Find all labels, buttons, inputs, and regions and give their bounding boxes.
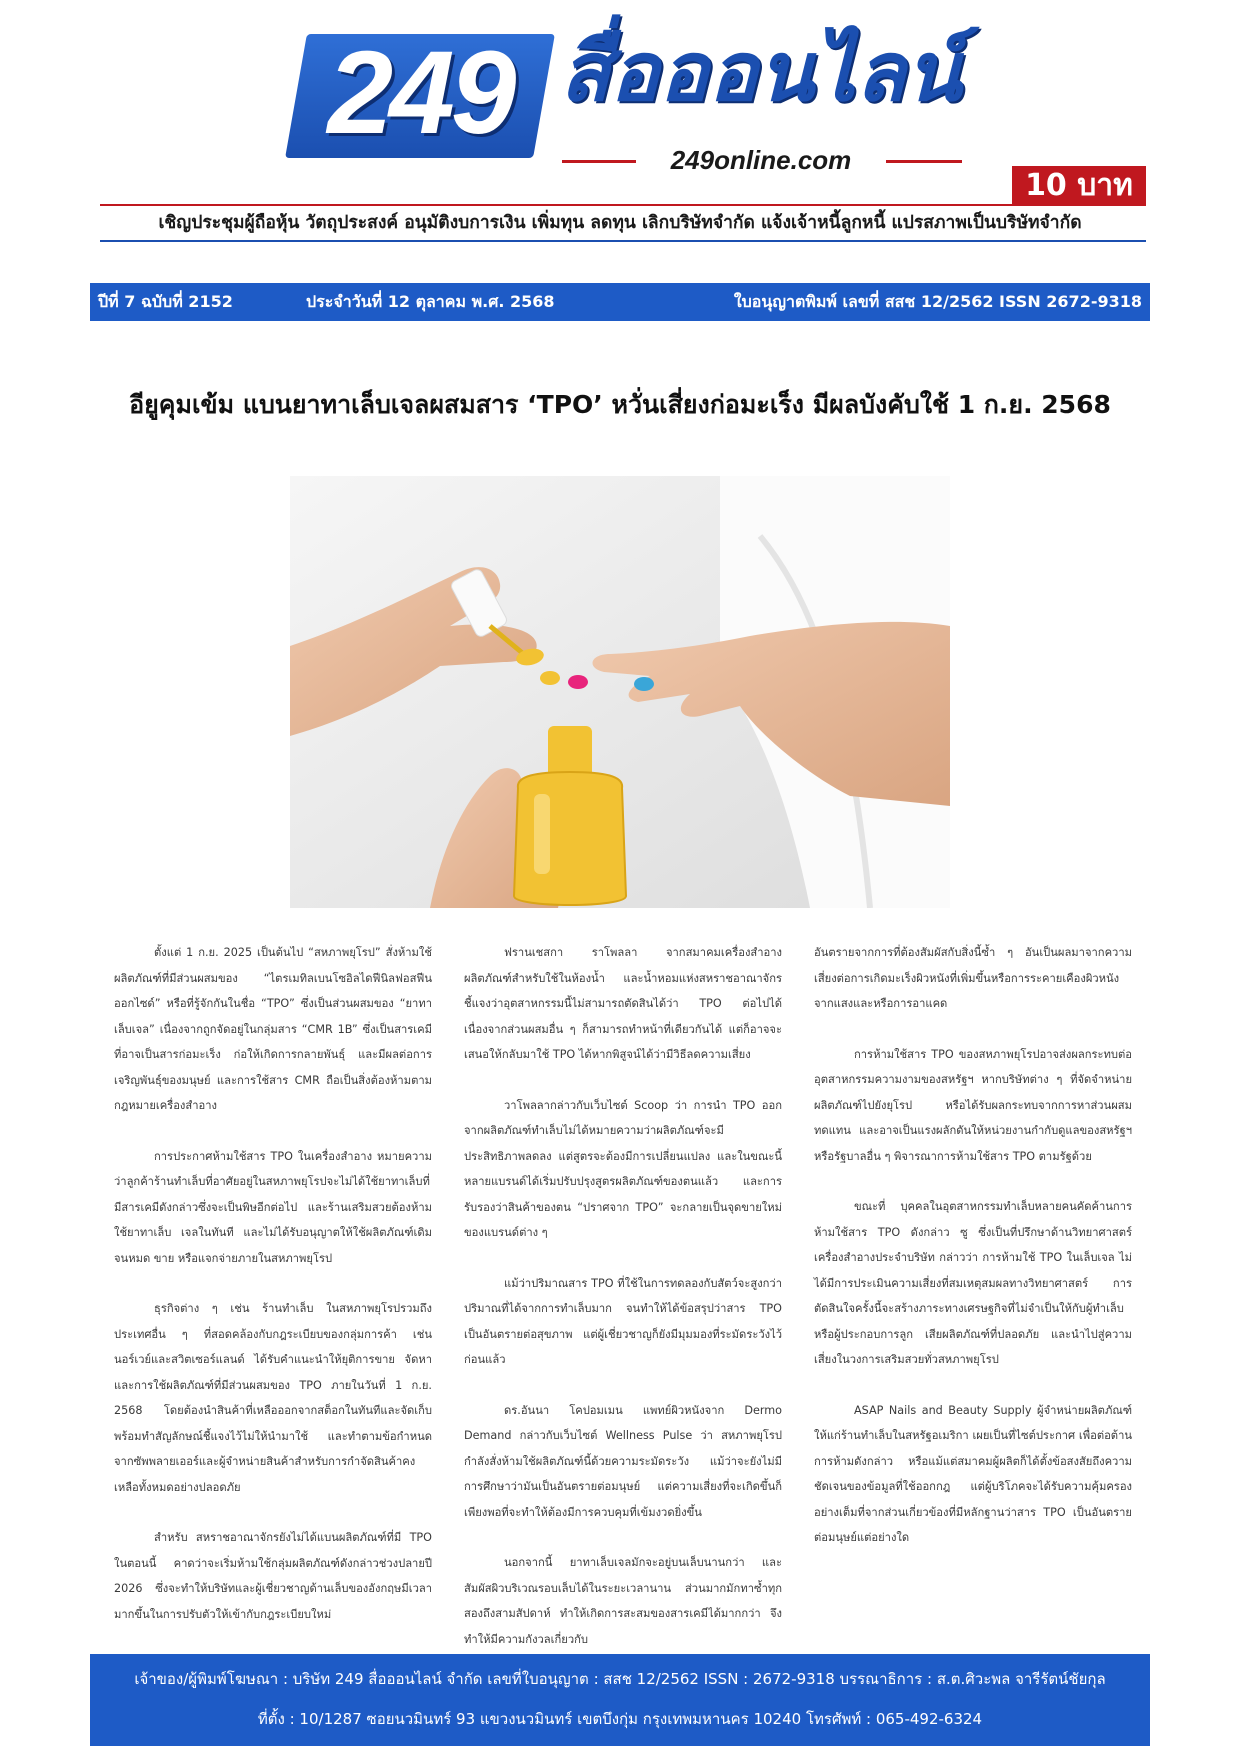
paragraph: การประกาศห้ามใช้สาร TPO ในเครื่องสำอาง หมายความว่าลูกค้าร้านทำเล็บที่อาศัยอยู่ในสหภาพยุโรปจะไม่ได้ใช้ยาทาเล็บที่มีสารเคมีดังกล่าวซึ่งจะเป็นพิษอีกต่อไป และร้านเสริมสวยต้องห้ามใช้ยาทาเล็บ เจลในทันที และไม่ได้รับอนุญาตให้ใช้ผลิตภัณฑ์เดิมจนหมด ขาย หรือแจกจ่ายภายในสหภาพยุโรป (114, 1149, 432, 1265)
website-url[interactable]: 249online.com (636, 140, 886, 180)
paragraph: อันตรายจากการที่ต้องสัมผัสกับสิ่งนี้ซ้ำ ๆ อันเป็นผลมาจากความเสี่ยงต่อการเกิดมะเร็งผิวหนังที่เพิ่มขึ้นหรือการระคายเคืองผิวหนังจากแสงและหรือการอาแคด (814, 946, 1132, 1010)
yellow-nail (540, 671, 560, 685)
paragraph: การห้ามใช้สาร TPO ของสหภาพยุโรปอาจส่งผลกระทบต่ออุตสาหกรรมความงามของสหรัฐฯ หากบริษัทต่าง ๆ ที่จัดจำหน่ายผลิตภัณฑ์ไปยังยุโรป หรือได้รับผลกระทบจากการหาส่วนผสมทดแทน และอาจเป็นแรงผลักดันให้หน่วยงานกำกับดูแลของสหรัฐฯ หรือรัฐบาลอื่น ๆ พิจารณาการห้ามใช้สาร TPO ตามรัฐด้วย (814, 1047, 1132, 1163)
blue-nail (634, 677, 654, 691)
red-divider (100, 204, 1146, 206)
article-column-3 (814, 940, 1132, 1576)
pink-nail (568, 675, 588, 689)
issue-date: ประจำวันที่ 12 ตุลาคม พ.ศ. 2568 (306, 292, 555, 311)
paragraph: ขณะที่ บุคคลในอุตสาหกรรมทำเล็บหลายคนคัดค้านการห้ามใช้สาร TPO ดังกล่าว ซู ซึ่งเป็นที่ปรึกษาด้านวิทยาศาสตร์เครื่องสำอางประจำบริษัท กล่าวว่า การห้ามใช้ TPO ในเล็บเจล ไม่ได้มีการประเมินความเสี่ยงที่สมเหตุสมผลทางวิทยาศาสตร์ การตัดสินใจครั้งนี้จะสร้างภาระทางเศรษฐกิจที่ไม่จำเป็นให้กับผู้ทำเล็บ หรือผู้ประกอบการลูก เสียผลิตภัณฑ์ที่ปลอดภัย และนำไปสู่ความเสี่ยงในวงการเสริมสวยทั่วสหภาพยุโรป (814, 1200, 1132, 1366)
article-headline: อียูคุมเข้ม แบนยาทาเล็บเจลผสมสาร ‘TPO’ หวั่นเสี่ยงก่อมะเร็ง มีผลบังคับใช้ 1 ก.ย. 2568 (129, 390, 1111, 419)
publisher-address: ที่ตั้ง : 10/1287 ซอยนวมินทร์ 93 แขวงนวมินทร์ เขตบึงกุ่ม กรุงเทพมหานคร 10240 โทรศัพท์ : 065-492-6324 (257, 1710, 983, 1728)
logo-number: 249 (327, 27, 513, 159)
polish-bottle (514, 772, 626, 905)
publisher-info: เจ้าของ/ผู้พิมพ์โฆษณา : บริษัท 249 สื่อออนไลน์ จำกัด เลขที่ใบอนุญาต : สสช 12/2562 ISSN : 2672-9318 บรรณาธิการ : ส.ต.ศิวะพล จารีรัตน์ชัยกุล (134, 1670, 1106, 1688)
paragraph: ธุรกิจต่าง ๆ เช่น ร้านทำเล็บ ในสหภาพยุโรปรวมถึงประเทศอื่น ๆ ที่สอดคล้องกับกฎระเบียบของกลุ่มการค้า เช่น นอร์เวย์และสวิตเซอร์แลนด์ ได้รับคำแนะนำให้ยุติการขาย จัดหา และการใช้ผลิตภัณฑ์ที่มีส่วนผสมของ TPO ภายในวันที่ 1 ก.ย. 2568 โดยต้องนำสินค้าที่เหลือออกจากสต็อกในทันทีและจัดเก็บพร้อมทำสัญลักษณ์ชี้แจงไว้ไม่ให้นำมาใช้ และทำตามข้อกำหนดจากซัพพลายเออร์และผู้จำหน่ายสินค้าสำหรับการกำจัดสินค้าคงเหลือทั้งหมดอย่างปลอดภัย (114, 1302, 432, 1494)
nail-polish-illustration (290, 476, 950, 908)
logo-thai-wordmark: สื่อออนไลน์ (560, 25, 962, 120)
article-column-2 (464, 940, 782, 1677)
paragraph: นอกจากนี้ ยาทาเล็บเจลมักจะอยู่บนเล็บนานกว่า และสัมผัสผิวบริเวณรอบเล็บได้ในระยะเวลานาน ส่วนมากมักทาซ้ำทุกสองถึงสามสัปดาห์ ทำให้เกิดการสะสมของสารเคมีได้มากกว่า จึงทำให้มีความกังวลเกี่ยวกับ (464, 1556, 782, 1646)
paragraph: แม้ว่าปริมาณสาร TPO ที่ใช้ในการทดลองกับสัตว์จะสูงกว่าปริมาณที่ได้จากการทำเล็บมาก จนทำให้ได้ข้อสรุปว่าสาร TPO เป็นอันตรายต่อสุขภาพ แต่ผู้เชี่ยวชาญก็ยังมีมุมมองที่ระมัดระวังไว้ก่อนแล้ว (464, 1276, 782, 1366)
issue-info-bar (90, 283, 1150, 321)
license-number: ใบอนุญาตพิมพ์ เลขที่ สสช 12/2562 ISSN 2672-9318 (733, 292, 1142, 311)
publisher-footer (90, 1654, 1150, 1746)
issue-number: ปีที่ 7 ฉบับที่ 2152 (98, 292, 233, 311)
paragraph: ตั้งแต่ 1 ก.ย. 2025 เป็นต้นไป “สหภาพยุโรป” สั่งห้ามใช้ผลิตภัณฑ์ที่มีส่วนผสมของ “ไตรเมทิลเบนโซอิลไดฟีนิลฟอสฟีนออกไซด์” หรือที่รู้จักกันในชื่อ “TPO” ซึ่งเป็นส่วนผสมของ “ยาทาเล็บเจล” เนื่องจากถูกจัดอยู่ในกลุ่มสาร “CMR 1B” ซึ่งเป็นสารเคมีที่อาจเป็นสารก่อมะเร็ง ก่อให้เกิดการกลายพันธุ์ และมีผลต่อการเจริญพันธุ์ของมนุษย์ และการใช้สาร CMR ถือเป็นสิ่งต้องห้ามตามกฎหมายเครื่องสำอาง (114, 946, 432, 1112)
photo-nail-polish (290, 476, 950, 908)
paragraph: ดร.อันนา โคปอมเมน แพทย์ผิวหนังจาก Dermo Demand กล่าวกับเว็บไซต์ Wellness Pulse ว่า สหภาพยุโรปกำลังสั่งห้ามใช้ผลิตภัณฑ์นี้ด้วยความระมัดระวัง แม้ว่าจะยังไม่มีการศึกษาว่ามันเป็นอันตรายต่อมนุษย์ แต่ความเสี่ยงที่จะเกิดขึ้นก็เพียงพอที่จะทำให้ต้องมีการควบคุมที่เข้มงวดยิ่งขึ้น (464, 1403, 782, 1519)
article-body (114, 940, 1132, 1646)
blue-divider (100, 240, 1146, 242)
services-tagline: เชิญประชุมผู้ถือหุ้น วัตถุประสงค์ อนุมัติงบการเงิน เพิ่มทุน ลดทุน เลิกบริษัทจำกัด แจ้งเจ้าหนี้ลูกหนี้ แปรสภาพเป็นบริษัทจำกัด (158, 213, 1082, 233)
paragraph: สำหรับ สหราชอาณาจักรยังไม่ได้แบนผลิตภัณฑ์ที่มี TPO ในตอนนี้ คาดว่าจะเริ่มห้ามใช้กลุ่มผลิตภัณฑ์ดังกล่าวช่วงปลายปี 2026 ซึ่งจะทำให้บริษัทและผู้เชี่ยวชาญด้านเล็บของอังกฤษมีเวลามากขึ้นในการปรับตัวให้เข้ากับกฎระเบียบใหม่ (114, 1531, 432, 1621)
price-tag: 10 บาท (1012, 166, 1146, 206)
masthead (0, 0, 1240, 233)
article-column-1 (114, 940, 432, 1652)
paragraph: ฟรานเชสกา ราโพลลา จากสมาคมเครื่องสำอาง ผลิตภัณฑ์สำหรับใช้ในห้องน้ำ และน้ำหอมแห่งสหราชอาณาจักร ชี้แจงว่าอุตสาหกรรมนี้ไม่สามารถตัดสินได้ว่า TPO ต่อไปได้ เนื่องจากส่วนผสมอื่น ๆ ก็สามารถทำหน้าที่เดียวกันได้ แต่ก็อาจจะเสนอให้กลับมาใช้ TPO ได้หากพิสูจน์ได้ว่ามีวิธีลดความเสี่ยง (464, 946, 782, 1061)
paragraph: วาโพลลากล่าวกับเว็บไซต์ Scoop ว่า การนำ TPO ออกจากผลิตภัณฑ์ทำเล็บไม่ได้หมายความว่าผลิตภัณฑ์จะมีประสิทธิภาพลดลง แต่สูตรจะต้องมีการเปลี่ยนแปลง และในขณะนี้หลายแบรนด์ได้เริ่มปรับปรุงสูตรผลิตภัณฑ์ของตนแล้ว และการรับรองว่าสินค้าของตน “ปราศจาก TPO” จะกลายเป็นจุดขายใหม่ของแบรนด์ต่าง ๆ (464, 1098, 782, 1239)
paragraph: ASAP Nails and Beauty Supply ผู้จำหน่ายผลิตภัณฑ์ให้แก่ร้านทำเล็บในสหรัฐอเมริกา เผยเป็นที่ไซต์ประกาศ เพื่อต่อต้านการห้ามดังกล่าว หรือแม้แต่สมาคมผู้ผลิตก็ได้ตั้งข้อสงสัยถึงความชัดเจนของข้อมูลที่ใช้ออกกฎ แต่ผู้บริโภคจะได้รับความคุ้มครองอย่างเต็มที่จากส่วนเกี่ยวข้องที่มีหลักฐานว่าสาร TPO เป็นอันตรายต่อมนุษย์แต่อย่างใด (814, 1403, 1132, 1544)
